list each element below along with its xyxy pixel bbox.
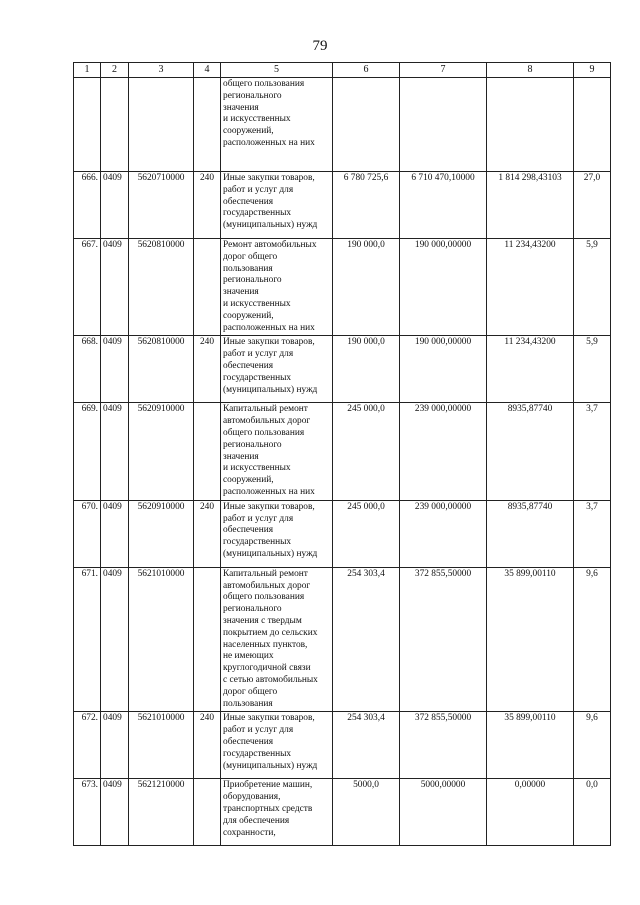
executed-amount: 11 234,43200 — [487, 336, 574, 403]
header-row — [74, 63, 611, 78]
execution-percent: 3,7 — [574, 403, 611, 500]
section-code — [101, 78, 129, 172]
item-name: общего пользования регионального значения и искусственных сооружений, расположенных на них — [221, 78, 333, 172]
section-code: 0409 — [101, 336, 129, 403]
expense-type — [194, 78, 221, 172]
plan-amount — [333, 78, 400, 172]
plan-amount: 5000,0 — [333, 779, 400, 846]
approved-amount: 239 000,00000 — [400, 500, 487, 567]
target-code: 5620910000 — [129, 403, 194, 500]
item-name: Иные закупки товаров, работ и услуг для обеспечения государственных (муниципальных) нужд — [221, 500, 333, 567]
execution-percent — [574, 78, 611, 172]
target-code: 5621210000 — [129, 779, 194, 846]
execution-percent: 9,6 — [574, 567, 611, 712]
execution-percent: 5,9 — [574, 239, 611, 336]
table-row — [74, 172, 611, 239]
approved-amount: 190 000,00000 — [400, 336, 487, 403]
row-number: 672. — [74, 712, 101, 779]
section-code: 0409 — [101, 712, 129, 779]
header-cell: 4 — [194, 63, 221, 78]
row-number — [74, 78, 101, 172]
expense-type — [194, 567, 221, 712]
row-number: 669. — [74, 403, 101, 500]
expense-type: 240 — [194, 336, 221, 403]
page-number: 79 — [312, 38, 328, 54]
section-code: 0409 — [101, 567, 129, 712]
executed-amount: 8935,87740 — [487, 403, 574, 500]
execution-percent: 0,0 — [574, 779, 611, 846]
executed-amount — [487, 78, 574, 172]
execution-percent: 27,0 — [574, 172, 611, 239]
expense-type — [194, 239, 221, 336]
table-row — [74, 567, 611, 712]
header-cell: 6 — [333, 63, 400, 78]
item-name: Иные закупки товаров, работ и услуг для обеспечения государственных (муниципальных) нужд — [221, 172, 333, 239]
target-code: 5621010000 — [129, 567, 194, 712]
item-name: Иные закупки товаров, работ и услуг для обеспечения государственных (муниципальных) нужд — [221, 336, 333, 403]
approved-amount: 190 000,00000 — [400, 239, 487, 336]
row-number: 671. — [74, 567, 101, 712]
executed-amount: 8935,87740 — [487, 500, 574, 567]
expense-type: 240 — [194, 712, 221, 779]
expense-type: 240 — [194, 172, 221, 239]
header-cell: 8 — [487, 63, 574, 78]
approved-amount — [400, 78, 487, 172]
item-name: Капитальный ремонт автомобильных дорог общего пользования регионального значения с твердым покрытием до сельских населенных пунктов, не имеющих круглогодичной связи с сетью автомобильных дорог общего пользования — [221, 567, 333, 712]
plan-amount: 245 000,0 — [333, 403, 400, 500]
execution-percent: 5,9 — [574, 336, 611, 403]
plan-amount: 254 303,4 — [333, 567, 400, 712]
table-row — [74, 500, 611, 567]
expense-type — [194, 779, 221, 846]
target-code: 5620810000 — [129, 336, 194, 403]
executed-amount: 1 814 298,43103 — [487, 172, 574, 239]
table-row — [74, 403, 611, 500]
plan-amount: 190 000,0 — [333, 336, 400, 403]
target-code: 5620710000 — [129, 172, 194, 239]
row-number: 673. — [74, 779, 101, 846]
header-cell: 9 — [574, 63, 611, 78]
section-code: 0409 — [101, 172, 129, 239]
row-number: 668. — [74, 336, 101, 403]
executed-amount: 0,00000 — [487, 779, 574, 846]
header-cell: 1 — [74, 63, 101, 78]
target-code — [129, 78, 194, 172]
budget-table — [73, 62, 611, 846]
expense-type: 240 — [194, 500, 221, 567]
row-number: 667. — [74, 239, 101, 336]
plan-amount: 245 000,0 — [333, 500, 400, 567]
approved-amount: 239 000,00000 — [400, 403, 487, 500]
table-row — [74, 239, 611, 336]
approved-amount: 5000,00000 — [400, 779, 487, 846]
table-row — [74, 779, 611, 846]
row-number: 670. — [74, 500, 101, 567]
target-code: 5620810000 — [129, 239, 194, 336]
plan-amount: 6 780 725,6 — [333, 172, 400, 239]
approved-amount: 372 855,50000 — [400, 567, 487, 712]
item-name: Капитальный ремонт автомобильных дорог общего пользования регионального значения и искусственных сооружений, расположенных на них — [221, 403, 333, 500]
item-name: Ремонт автомобильных дорог общего пользования регионального значения и искусственных сооружений, расположенных на них — [221, 239, 333, 336]
target-code: 5620910000 — [129, 500, 194, 567]
execution-percent: 9,6 — [574, 712, 611, 779]
plan-amount: 254 303,4 — [333, 712, 400, 779]
table-row — [74, 78, 611, 172]
item-name: Приобретение машин, оборудования, транспортных средств для обеспечения сохранности, — [221, 779, 333, 846]
section-code: 0409 — [101, 779, 129, 846]
table-row — [74, 712, 611, 779]
row-number: 666. — [74, 172, 101, 239]
executed-amount: 35 899,00110 — [487, 712, 574, 779]
expense-type — [194, 403, 221, 500]
header-cell: 2 — [101, 63, 129, 78]
table-row — [74, 336, 611, 403]
executed-amount: 11 234,43200 — [487, 239, 574, 336]
section-code: 0409 — [101, 403, 129, 500]
executed-amount: 35 899,00110 — [487, 567, 574, 712]
approved-amount: 372 855,50000 — [400, 712, 487, 779]
header-cell: 7 — [400, 63, 487, 78]
section-code: 0409 — [101, 500, 129, 567]
section-code: 0409 — [101, 239, 129, 336]
approved-amount: 6 710 470,10000 — [400, 172, 487, 239]
target-code: 5621010000 — [129, 712, 194, 779]
header-cell: 5 — [221, 63, 333, 78]
item-name: Иные закупки товаров, работ и услуг для обеспечения государственных (муниципальных) нужд — [221, 712, 333, 779]
execution-percent: 3,7 — [574, 500, 611, 567]
plan-amount: 190 000,0 — [333, 239, 400, 336]
header-cell: 3 — [129, 63, 194, 78]
